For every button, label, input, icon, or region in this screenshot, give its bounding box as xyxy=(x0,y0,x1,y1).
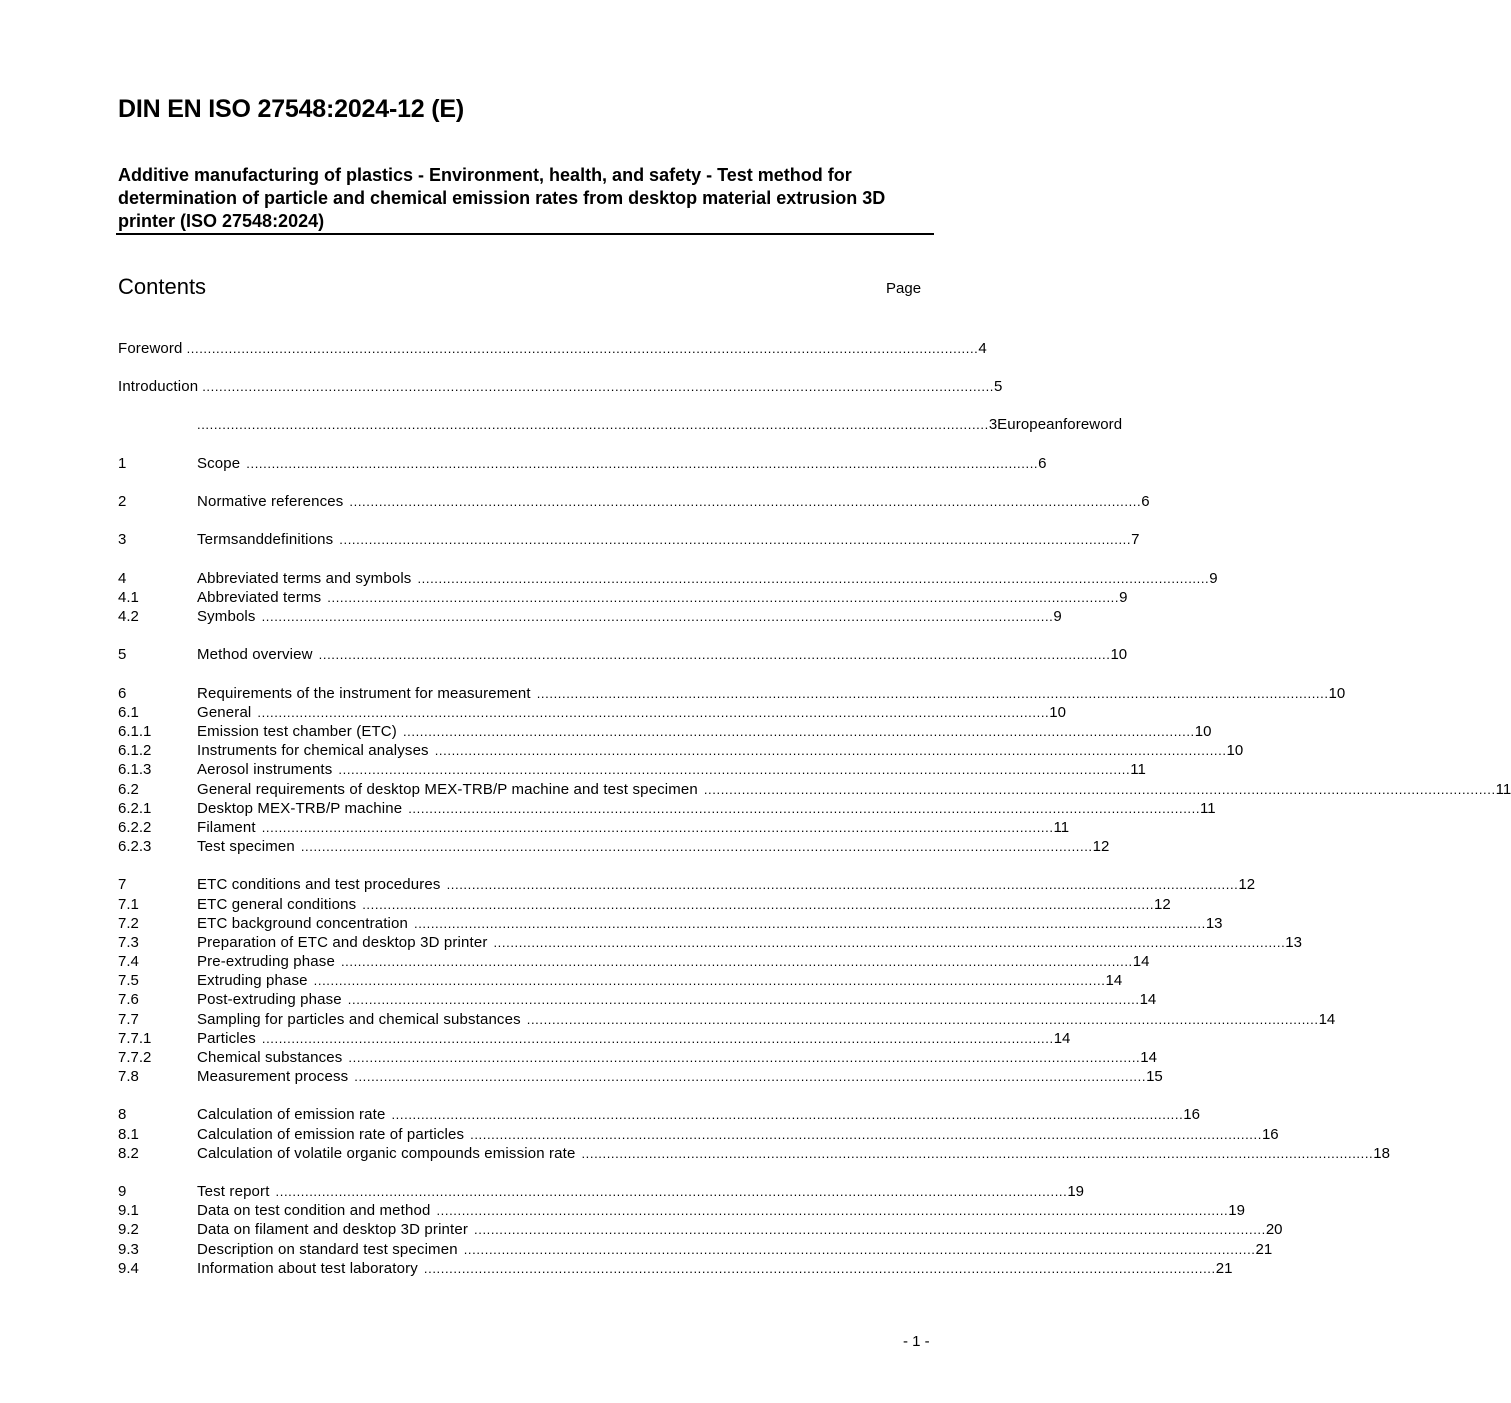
toc-entry[interactable] xyxy=(118,531,1140,549)
toc-entry-number: 2 xyxy=(118,493,127,510)
toc-entry[interactable] xyxy=(118,896,1171,914)
toc-entry-number: 5 xyxy=(118,646,127,663)
toc-entry-number: 6.2 xyxy=(118,781,139,798)
toc-entry-page: 19 xyxy=(1228,1202,1245,1219)
toc-entry[interactable] xyxy=(118,589,1128,607)
toc-entry-page: 13 xyxy=(1205,915,1223,932)
toc-entry-page: 19 xyxy=(1067,1183,1085,1200)
toc-leader-dots: ............................................................................................................................................................................................ xyxy=(348,1050,1141,1065)
toc-entry-title: General xyxy=(197,704,252,721)
toc-entry-title: Abbreviated terms xyxy=(197,589,322,606)
toc-entry-number: 6.2.3 xyxy=(118,838,152,855)
toc-entry-title: General requirements of desktop MEX-TRB/P machine and test specimen xyxy=(197,781,698,798)
toc-entry-title: Particles xyxy=(197,1030,256,1047)
toc-entry[interactable] xyxy=(118,934,1302,952)
toc-entry[interactable] xyxy=(118,800,1216,818)
toc-entry-number: 1 xyxy=(118,455,127,472)
toc-entry-number: 6.1.2 xyxy=(118,742,152,759)
toc-entry-title: Emission test chamber (ETC) xyxy=(197,723,397,740)
toc-leader-dots: ............................................................................................................................................................................................ xyxy=(300,839,1093,854)
toc-leader-dots: ............................................................................................................................................................................................ xyxy=(436,1203,1229,1218)
toc-entry-page: 16 xyxy=(1183,1106,1200,1123)
toc-entry-number: 7.2 xyxy=(118,915,139,932)
toc-entry-title: Abbreviated terms and symbols xyxy=(197,570,412,587)
toc-entry-number: 7.3 xyxy=(118,934,139,951)
toc-entry-number: 9 xyxy=(118,1183,127,1200)
contents-heading: Contents xyxy=(118,274,207,299)
toc-leader-dots: ............................................................................................................................................................................................ xyxy=(362,897,1155,912)
toc-entry-number: 8.2 xyxy=(118,1145,139,1162)
toc-entry-page: 10 xyxy=(1049,704,1066,721)
toc-entry-number: 7.7.1 xyxy=(118,1030,152,1047)
toc-entry-title: Europeanforeword xyxy=(997,416,1123,433)
toc-entry-number: 6.1 xyxy=(118,704,139,721)
toc-entry-number: 9.1 xyxy=(118,1202,139,1219)
toc-entry[interactable] xyxy=(118,455,1047,473)
toc-entry-title: Measurement process xyxy=(197,1068,349,1085)
toc-entry[interactable] xyxy=(118,991,1157,1009)
toc-entry-number: 9.4 xyxy=(118,1260,139,1277)
toc-leader-dots: ............................................................................................................................................................................................ xyxy=(186,341,979,356)
toc-entry-page: 11 xyxy=(1200,800,1216,817)
toc-entry-number: 7.6 xyxy=(118,991,139,1008)
footer-page-number: - 1 - xyxy=(903,1333,930,1350)
toc-leader-dots: ............................................................................................................................................................................................ xyxy=(202,379,995,394)
toc-entry-number: 7.4 xyxy=(118,953,139,970)
toc-entry[interactable] xyxy=(118,1030,1071,1048)
toc-entry-page: 9 xyxy=(1119,589,1128,606)
toc-entry-title: Preparation of ETC and desktop 3D printer xyxy=(197,934,488,951)
toc-entry-title: Filament xyxy=(197,819,256,836)
toc-entry-page: 14 xyxy=(1053,1030,1071,1047)
page-column-heading: Page xyxy=(886,280,922,297)
toc-leader-dots: ............................................................................................................................................................................................ xyxy=(446,877,1239,892)
title-rule xyxy=(116,233,934,235)
toc-entry[interactable] xyxy=(118,493,1150,511)
toc-leader-dots: ............................................................................................................................................................................................ xyxy=(391,1107,1184,1122)
toc-entry-page: 14 xyxy=(1105,972,1123,989)
toc-leader-dots: ............................................................................................................................................................................................ xyxy=(340,954,1133,969)
toc-entry-page: 5 xyxy=(994,378,1003,395)
toc-entry-title: Chemical substances xyxy=(197,1049,343,1066)
toc-entry-page: 21 xyxy=(1255,1241,1273,1258)
toc-entry-title: Instruments for chemical analyses xyxy=(197,742,429,759)
toc-leader-dots: ............................................................................................................................................................................................ xyxy=(338,762,1131,777)
toc-entry[interactable] xyxy=(118,1221,1283,1239)
toc-entry-number: 4.1 xyxy=(118,589,139,606)
toc-entry-number: 7.7 xyxy=(118,1011,139,1028)
toc-entry-title: Aerosol instruments xyxy=(197,761,333,778)
toc-entry-page: 14 xyxy=(1132,953,1150,970)
toc-entry-page: 3 xyxy=(988,416,998,433)
toc-leader-dots: ............................................................................................................................................................................................ xyxy=(261,1031,1054,1046)
toc-leader-dots: ............................................................................................................................................................................................ xyxy=(339,532,1132,547)
toc-leader-dots: ............................................................................................................................................................................................ xyxy=(581,1146,1374,1161)
toc-leader-dots: ............................................................................................................................................................................................ xyxy=(493,935,1286,950)
toc-entry[interactable] xyxy=(118,1126,1279,1144)
toc-entry-title: Calculation of volatile organic compounds emission rate xyxy=(197,1145,576,1162)
toc-entry[interactable] xyxy=(118,570,1218,588)
toc-entry-number: 7.7.2 xyxy=(118,1049,152,1066)
toc-entry[interactable] xyxy=(118,685,1346,703)
toc-entry-number: 6.1.1 xyxy=(118,723,152,740)
toc-entry-introduction[interactable] xyxy=(118,378,1003,396)
toc-entry[interactable] xyxy=(118,646,1128,664)
toc-entry-title: Extruding phase xyxy=(197,972,308,989)
toc-entry-page: 4 xyxy=(978,340,987,357)
toc-entry-page: 18 xyxy=(1373,1145,1390,1162)
toc-leader-dots: ............................................................................................................................................................................................ xyxy=(349,494,1142,509)
toc-leader-dots: ............................................................................................................................................................................................ xyxy=(354,1069,1147,1084)
toc-leader-dots: ............................................................................................................................................................................................ xyxy=(275,1184,1068,1199)
toc-entry-page: 6 xyxy=(1141,493,1150,510)
toc-leader-dots: ............................................................................................................................................................................................ xyxy=(474,1222,1266,1237)
toc-entry-page: 12 xyxy=(1238,876,1256,893)
toc-leader-dots: ............................................................................................................................................................................................ xyxy=(327,590,1120,605)
toc-entry-page: 14 xyxy=(1318,1011,1336,1028)
toc-entry-page: 9 xyxy=(1053,608,1062,625)
toc-entry-number: 6.2.1 xyxy=(118,800,152,817)
toc-entry-european-foreword[interactable] xyxy=(118,416,1123,434)
toc-entry-title: Pre-extruding phase xyxy=(197,953,335,970)
toc-entry-page: 9 xyxy=(1209,570,1218,587)
toc-leader-dots: ............................................................................................................................................................................................ xyxy=(261,820,1054,835)
toc-entry-number: 7 xyxy=(118,876,127,893)
toc-entry-title: Foreword xyxy=(118,340,183,357)
toc-entry[interactable] xyxy=(118,972,1123,990)
toc-entry-foreword[interactable] xyxy=(118,340,987,358)
toc-entry-page: 13 xyxy=(1285,934,1302,951)
toc-leader-dots: ............................................................................................................................................................................................ xyxy=(261,609,1054,624)
toc-entry[interactable] xyxy=(118,742,1244,760)
toc-entry-page: 10 xyxy=(1194,723,1212,740)
toc-leader-dots: ............................................................................................................................................................................................ xyxy=(414,916,1206,931)
toc-entry-title: Sampling for particles and chemical substances xyxy=(197,1011,521,1028)
toc-entry[interactable] xyxy=(118,704,1066,722)
toc-entry-number: 4.2 xyxy=(118,608,139,625)
toc-entry-title: Data on filament and desktop 3D printer xyxy=(197,1221,469,1238)
toc-entry-number: 6.2.2 xyxy=(118,819,152,836)
document-title: Additive manufacturing of plastics - Environment, health, and safety - Test method for determination of particle and chemical emission rates from desktop material extrusion 3D printer (ISO 27548:2024) xyxy=(118,165,886,231)
toc-entry[interactable] xyxy=(118,1011,1336,1029)
toc-entry-number: 7.5 xyxy=(118,972,139,989)
toc-entry-title: ETC background concentration xyxy=(197,915,408,932)
toc-entry-page: 10 xyxy=(1328,685,1346,702)
toc-entry-page: 20 xyxy=(1265,1221,1283,1238)
toc-entry-number: 7.8 xyxy=(118,1068,139,1085)
toc-entry-number: 6 xyxy=(118,685,127,702)
toc-entry-page: 7 xyxy=(1131,531,1140,548)
toc-leader-dots: ............................................................................................................................................................................................ xyxy=(423,1261,1216,1276)
toc-entry-number: 3 xyxy=(118,531,127,548)
toc-entry[interactable] xyxy=(118,723,1212,741)
toc-entry-title: Method overview xyxy=(197,646,313,663)
toc-entry-page: 11 xyxy=(1495,781,1511,798)
toc-leader-dots: ............................................................................................................................................................................................ xyxy=(318,647,1111,662)
toc-entry[interactable] xyxy=(118,953,1150,971)
toc-entry-number: 4 xyxy=(118,570,127,587)
toc-entry[interactable] xyxy=(118,819,1070,837)
toc-entry-title: Calculation of emission rate of particles xyxy=(197,1126,465,1143)
toc-entry-page: 6 xyxy=(1038,455,1047,472)
toc-entry-number: 9.2 xyxy=(118,1221,139,1238)
toc-leader-dots: ............................................................................................................................................................................................ xyxy=(402,724,1195,739)
document-id: DIN EN ISO 27548:2024-12 (E) xyxy=(118,95,464,123)
toc-entry-number: 7.1 xyxy=(118,896,139,913)
toc-entry[interactable] xyxy=(118,1049,1157,1067)
toc-entry[interactable] xyxy=(118,761,1146,779)
toc-entry-page: 12 xyxy=(1154,896,1171,913)
toc-leader-dots: ............................................................................................................................................................................................ xyxy=(434,743,1227,758)
toc-entry[interactable] xyxy=(118,1260,1233,1278)
toc-leader-dots: ............................................................................................................................................................................................ xyxy=(246,456,1039,471)
toc-entry-number: 8.1 xyxy=(118,1126,139,1143)
toc-entry-title: Desktop MEX-TRB/P machine xyxy=(197,800,403,817)
toc-entry-page: 21 xyxy=(1215,1260,1233,1277)
toc-entry-title: Description on standard test specimen xyxy=(197,1241,458,1258)
toc-entry-page: 10 xyxy=(1226,742,1244,759)
toc-leader-dots: ............................................................................................................................................................................................ xyxy=(470,1127,1262,1142)
toc-entry-page: 14 xyxy=(1140,1049,1157,1066)
toc-entry[interactable] xyxy=(118,1241,1273,1259)
toc-leader-dots: ............................................................................................................................................................................................ xyxy=(408,801,1201,816)
toc-entry[interactable] xyxy=(118,1145,1390,1163)
toc-entry-title: Test specimen xyxy=(197,838,295,855)
toc-entry[interactable] xyxy=(118,781,1511,799)
toc-entry-page: 11 xyxy=(1130,761,1146,778)
toc-entry-page: 10 xyxy=(1110,646,1128,663)
toc-entry-title: Termsanddefinitions xyxy=(197,531,334,548)
toc-entry[interactable] xyxy=(118,1106,1200,1124)
toc-entry-page: 14 xyxy=(1139,991,1157,1008)
toc-entry-page: 12 xyxy=(1092,838,1110,855)
toc-leader-dots: ............................................................................................................................................................................................ xyxy=(313,973,1106,988)
toc-entry-page: 16 xyxy=(1261,1126,1279,1143)
toc-entry[interactable] xyxy=(118,876,1256,894)
toc-leader-dots: ............................................................................................................................................................................................ xyxy=(463,1242,1256,1257)
toc-entry-title: Requirements of the instrument for measurement xyxy=(197,685,531,702)
toc-entry[interactable] xyxy=(118,1202,1245,1220)
toc-entry[interactable] xyxy=(118,915,1223,933)
toc-entry-title: ETC general conditions xyxy=(197,896,357,913)
toc-entry[interactable] xyxy=(118,608,1062,626)
toc-leader-dots: ............................................................................................................................................................................................ xyxy=(197,417,989,432)
toc-entry-number: 6.1.3 xyxy=(118,761,152,778)
toc-entry-title: Introduction xyxy=(118,378,199,395)
toc-entry-page: 15 xyxy=(1146,1068,1163,1085)
toc-leader-dots: ............................................................................................................................................................................................ xyxy=(347,992,1140,1007)
toc-entry[interactable] xyxy=(118,1183,1085,1201)
toc-leader-dots: ............................................................................................................................................................................................ xyxy=(257,705,1050,720)
toc-entry-title: Scope xyxy=(197,455,241,472)
toc-entry-title: Calculation of emission rate xyxy=(197,1106,386,1123)
toc-entry-title: ETC conditions and test procedures xyxy=(197,876,441,893)
toc-entry[interactable] xyxy=(118,1068,1163,1086)
toc-leader-dots: ............................................................................................................................................................................................ xyxy=(417,571,1210,586)
toc-entry-title: Post-extruding phase xyxy=(197,991,342,1008)
toc-entry[interactable] xyxy=(118,838,1110,856)
toc-leader-dots: ............................................................................................................................................................................................ xyxy=(536,686,1329,701)
toc-entry-title: Information about test laboratory xyxy=(197,1260,418,1277)
toc-entry-page: 11 xyxy=(1053,819,1070,836)
toc-entry-number: 8 xyxy=(118,1106,127,1123)
toc-entry-title: Symbols xyxy=(197,608,256,625)
toc-entry-title: Normative references xyxy=(197,493,344,510)
toc-leader-dots: ............................................................................................................................................................................................ xyxy=(703,782,1496,797)
toc-entry-title: Data on test condition and method xyxy=(197,1202,431,1219)
toc-entry-title: Test report xyxy=(197,1183,270,1200)
toc-leader-dots: ............................................................................................................................................................................................ xyxy=(526,1012,1319,1027)
toc-entry-number: 9.3 xyxy=(118,1241,139,1258)
